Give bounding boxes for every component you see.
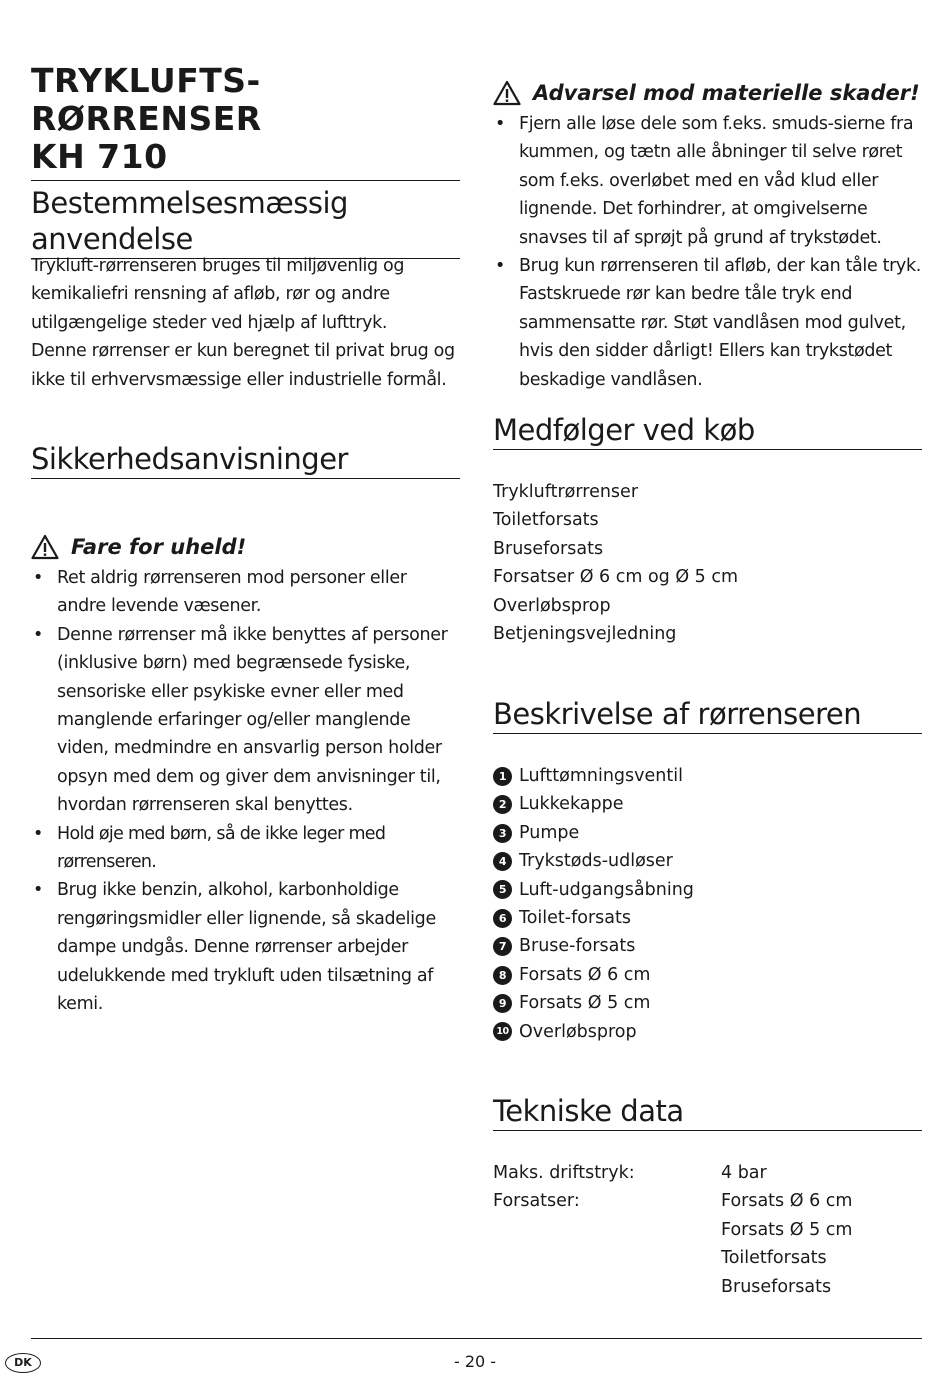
included-item: Bruseforsats <box>493 538 604 559</box>
technical-values <box>721 1159 922 1187</box>
part-label: Bruse-forsats <box>519 936 636 957</box>
document-title <box>31 62 460 181</box>
technical-row-pressure <box>493 1159 922 1187</box>
safety-bullet-4: • Brug ikke benzin, alkohol, karbonholdige rengøringsmidler eller lignende, så skadelige dampe undgås. Denne rørrenser arbejder udelukkende med trykluft uden tilsætning af kemi. <box>31 876 460 1018</box>
parts-list <box>493 762 922 1046</box>
intended-use-paragraph-2: Denne rørrenser er kun beregnet til privat brug og ikke til erhvervsmæssige eller industrielle formål. <box>31 341 455 390</box>
technical-value: Toiletforsats <box>721 1248 827 1269</box>
technical-table <box>493 1159 922 1301</box>
part-number-badge: 10 <box>493 1022 512 1041</box>
part-item <box>493 819 922 847</box>
material-warning-title <box>493 78 922 108</box>
safety-bullet-list <box>31 564 460 1019</box>
part-item <box>493 762 922 790</box>
technical-row-attachments <box>493 1187 922 1301</box>
part-number-badge: 9 <box>493 994 512 1013</box>
accident-warning-title <box>31 532 460 562</box>
part-number-badge: 7 <box>493 937 512 956</box>
part-item <box>493 1018 922 1046</box>
part-item <box>493 932 922 960</box>
part-label: Lukkekappe <box>519 794 624 815</box>
material-bullet-2: • Brug kun rørrenseren til afløb, der kan tåle tryk. Fastskruede rør kan bedre tåle tryk end sammensatte rør. Støt vandlåsen mod gulvet, hvis den sidder dårligt! Ellers kan trykstødet beskadige vandlåsen. <box>493 252 922 394</box>
accident-warning-label: Fare for uheld! <box>71 535 247 559</box>
material-bullet-1: • Fjern alle løse dele som f.eks. smuds-sierne fra kummen, og tætn alle åbninger til selve røret som f.eks. overløbet med en våd klud eller lignende. Det forhindrer, at omgivelserne snavses til af sprøjt på grund af trykstødet. <box>493 110 922 252</box>
warning-triangle-icon <box>493 80 521 106</box>
part-item <box>493 904 922 932</box>
part-item <box>493 989 922 1017</box>
included-item: Trykluftrørrenser <box>493 482 639 502</box>
safety-bullet-1: • Ret aldrig rørrenseren mod personer eller andre levende væsener. <box>31 564 460 621</box>
part-number-badge: 5 <box>493 880 512 899</box>
part-number-badge: 4 <box>493 852 512 871</box>
safety-bullet-2: • Denne rørrenser må ikke benyttes af personer (inklusive børn) med begrænsede fysiske, sensoriske eller psykiske evner eller med manglende erfaringer og/eller manglende viden, medmindre en ansvarlig person holder opsyn med dem og giver dem anvisninger til, hvordan rørrenseren skal benyttes. <box>31 621 460 820</box>
technical-label: Maks. driftstryk: <box>493 1163 635 1183</box>
title-line-2: KH 710 <box>31 137 168 176</box>
country-badge: DK <box>5 1353 41 1373</box>
part-number-badge: 1 <box>493 767 512 786</box>
included-heading: Medfølger ved køb <box>493 412 922 450</box>
part-number-badge: 2 <box>493 795 512 814</box>
material-bullet-list <box>493 110 922 394</box>
part-number-badge: 8 <box>493 966 512 985</box>
part-item <box>493 961 922 989</box>
part-item <box>493 847 922 875</box>
title-line-1: TRYKLUFTS-RØRRENSER <box>31 61 262 138</box>
intended-use-text <box>31 252 460 394</box>
intended-use-heading: Bestemmelsesmæssig anvendelse <box>31 185 460 259</box>
part-label: Overløbsprop <box>519 1021 637 1042</box>
part-label: Forsats Ø 5 cm <box>519 993 651 1014</box>
part-number-badge: 3 <box>493 824 512 843</box>
technical-value: 4 bar <box>721 1163 767 1183</box>
technical-label: Forsatser: <box>493 1191 580 1212</box>
technical-value: Bruseforsats <box>721 1276 832 1297</box>
technical-value: Forsats Ø 6 cm <box>721 1191 853 1212</box>
included-item: Forsatser Ø 6 cm og Ø 5 cm <box>493 567 739 588</box>
part-item <box>493 790 922 818</box>
part-label: Trykstøds-udløser <box>519 851 673 872</box>
part-item <box>493 876 922 904</box>
part-label: Lufttømningsventil <box>519 766 683 786</box>
part-label: Pumpe <box>519 822 580 843</box>
footer-divider <box>31 1338 922 1339</box>
part-number-badge: 6 <box>493 909 512 928</box>
safety-heading: Sikkerhedsanvisninger <box>31 441 460 479</box>
intended-use-paragraph-1: Trykluft-rørrenseren bruges til miljøvenlig og kemikaliefri rensning af afløb, rør og andre utilgængelige steder ved hjælp af lufttryk. <box>31 256 405 333</box>
included-item: Toiletforsats <box>493 510 599 531</box>
safety-bullet-3: • Hold øje med børn, så de ikke leger med rørrenseren. <box>31 820 460 877</box>
warning-triangle-icon <box>31 534 59 560</box>
included-list <box>493 478 922 648</box>
technical-value: Forsats Ø 5 cm <box>721 1219 853 1240</box>
part-label: Toilet-forsats <box>519 908 631 929</box>
technical-values <box>721 1187 922 1301</box>
technical-heading: Tekniske data <box>493 1093 922 1131</box>
page-number: - 20 - <box>453 1352 497 1371</box>
included-item: Overløbsprop <box>493 595 611 616</box>
material-warning-label: Advarsel mod materielle skader! <box>533 81 920 105</box>
description-heading: Beskrivelse af rørrenseren <box>493 696 922 734</box>
part-label: Forsats Ø 6 cm <box>519 964 651 985</box>
included-item: Betjeningsvejledning <box>493 624 677 645</box>
part-label: Luft-udgangsåbning <box>519 879 694 900</box>
